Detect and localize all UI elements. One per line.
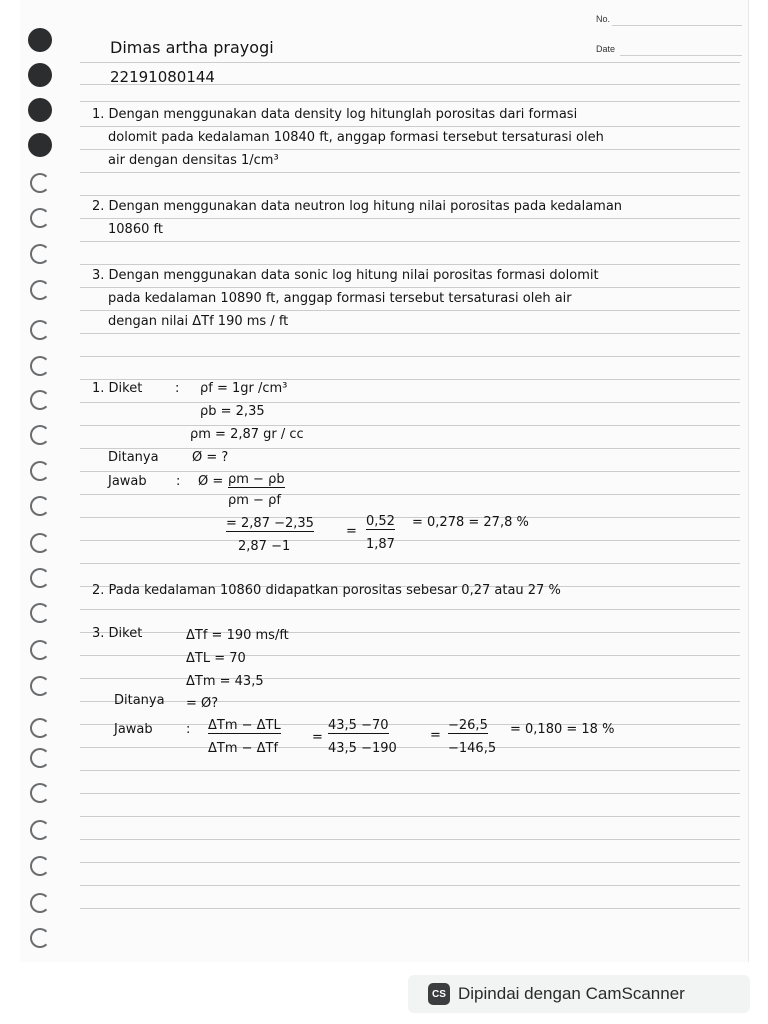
formula-3-denominator: ΔTm − ΔTf: [208, 741, 279, 756]
dtm-value: ΔTm = 43,5: [186, 674, 264, 689]
calc-1-numerator-2: 0,52: [366, 514, 395, 529]
binder-ring-icon: [30, 820, 50, 840]
binder-ring-icon: [30, 856, 50, 876]
dtl-value: ΔTL = 70: [186, 651, 246, 666]
camscanner-logo-icon: CS: [428, 983, 450, 1005]
binder-ring-icon: [30, 533, 50, 553]
ditanya-3-value: = Ø?: [186, 696, 219, 711]
binder-ring-icon: [30, 390, 50, 410]
binder-ring-icon: [30, 461, 50, 481]
formula-1-lhs: Ø =: [198, 474, 224, 489]
binder-ring-icon: [30, 244, 50, 264]
binder-ring-icon: [30, 928, 50, 948]
calc-1-denominator: 2,87 −1: [238, 539, 291, 554]
calc-1-numerator: = 2,87 −2,35: [226, 516, 314, 531]
binder-ring-icon: [30, 676, 50, 696]
question-3-line-2: pada kedalaman 10890 ft, anggap formasi tersebut tersaturasi oleh air: [108, 291, 572, 306]
answer-3-label: 3. Diket: [92, 626, 143, 641]
binder-ring-icon: [30, 783, 50, 803]
answer-1-colon: :: [175, 381, 180, 396]
binder-ring-icon: [30, 893, 50, 913]
camscanner-text: Dipindai dengan CamScanner: [458, 984, 685, 1003]
binder-ring-icon: [28, 28, 52, 52]
jawab-1-colon: :: [176, 474, 181, 489]
binder-ring-icon: [30, 718, 50, 738]
jawab-3-label: Jawab: [114, 722, 153, 737]
calc-3-denominator: 43,5 −190: [328, 741, 397, 756]
binder-ring-icon: [30, 640, 50, 660]
binder-ring-icon: [28, 98, 52, 122]
calc-3-equals-2: =: [430, 728, 441, 743]
binder-ring-icon: [28, 63, 52, 87]
calc-1-denominator-2: 1,87: [366, 537, 395, 552]
formula-1-denominator: ρm − ρf: [228, 493, 281, 508]
binder-ring-icon: [30, 173, 50, 193]
question-3-line-3: dengan nilai ΔTf 190 ms / ft: [108, 314, 289, 329]
question-2-line-1: 2. Dengan menggunakan data neutron log hitung nilai porositas pada kedalaman: [92, 199, 623, 214]
binder-ring-icon: [30, 280, 50, 300]
binder-ring-icon: [30, 568, 50, 588]
calc-1-equals: =: [346, 524, 357, 539]
date-label: Date: [596, 44, 616, 54]
ditanya-1-label: Ditanya: [108, 450, 159, 465]
ditanya-1-value: Ø = ?: [192, 450, 229, 465]
student-name: Dimas artha prayogi: [110, 38, 274, 57]
rho-b-value: ρb = 2,35: [200, 404, 265, 419]
date-line: [620, 55, 742, 56]
answer-1-label: 1. Diket: [92, 381, 143, 396]
formula-3-numerator: ΔTm − ΔTL: [208, 718, 281, 733]
binder-ring-icon: [30, 496, 50, 516]
question-3-line-1: 3. Dengan menggunakan data sonic log hitung nilai porositas formasi dolomit: [92, 268, 599, 283]
question-2-line-2: 10860 ft: [108, 222, 163, 237]
question-1-line-1: 1. Dengan menggunakan data density log hitunglah porositas dari formasi: [92, 107, 578, 122]
binder-ring-icon: [30, 208, 50, 228]
ditanya-3-label: Ditanya: [114, 693, 165, 708]
calc-3-numerator: 43,5 −70: [328, 718, 389, 733]
jawab-1-label: Jawab: [108, 474, 147, 489]
no-line: [612, 25, 742, 26]
binder-ring-icon: [30, 356, 50, 376]
calc-3-denominator-2: −146,5: [448, 741, 497, 756]
jawab-3-colon: :: [186, 722, 191, 737]
no-label: No.: [596, 14, 611, 24]
calc-3-equals: =: [312, 730, 323, 745]
calc-3-numerator-2: −26,5: [448, 718, 488, 733]
camscanner-watermark: [408, 975, 750, 1013]
answer-2-text: 2. Pada kedalaman 10860 didapatkan porositas sebesar 0,27 atau 27 %: [92, 583, 561, 598]
binder-ring-icon: [30, 320, 50, 340]
rho-f-value: ρf = 1gr /cm³: [200, 381, 288, 396]
binder-ring-icon: [30, 603, 50, 623]
answer-3-result: = 0,180 = 18 %: [510, 722, 615, 737]
rho-m-value: ρm = 2,87 gr / cc: [190, 427, 304, 442]
answer-1-result: = 0,278 = 27,8 %: [412, 515, 529, 530]
dtf-value: ΔTf = 190 ms/ft: [186, 628, 289, 643]
question-1-line-2: dolomit pada kedalaman 10840 ft, anggap formasi tersebut tersaturasi oleh: [108, 130, 604, 145]
binder-rings: [28, 28, 54, 948]
binder-ring-icon: [30, 425, 50, 445]
binder-ring-icon: [30, 748, 50, 768]
formula-1-numerator: ρm − ρb: [228, 472, 285, 487]
binder-ring-icon: [28, 133, 52, 157]
student-id: 22191080144: [110, 68, 215, 86]
question-1-line-3: air dengan densitas 1/cm³: [108, 153, 279, 168]
